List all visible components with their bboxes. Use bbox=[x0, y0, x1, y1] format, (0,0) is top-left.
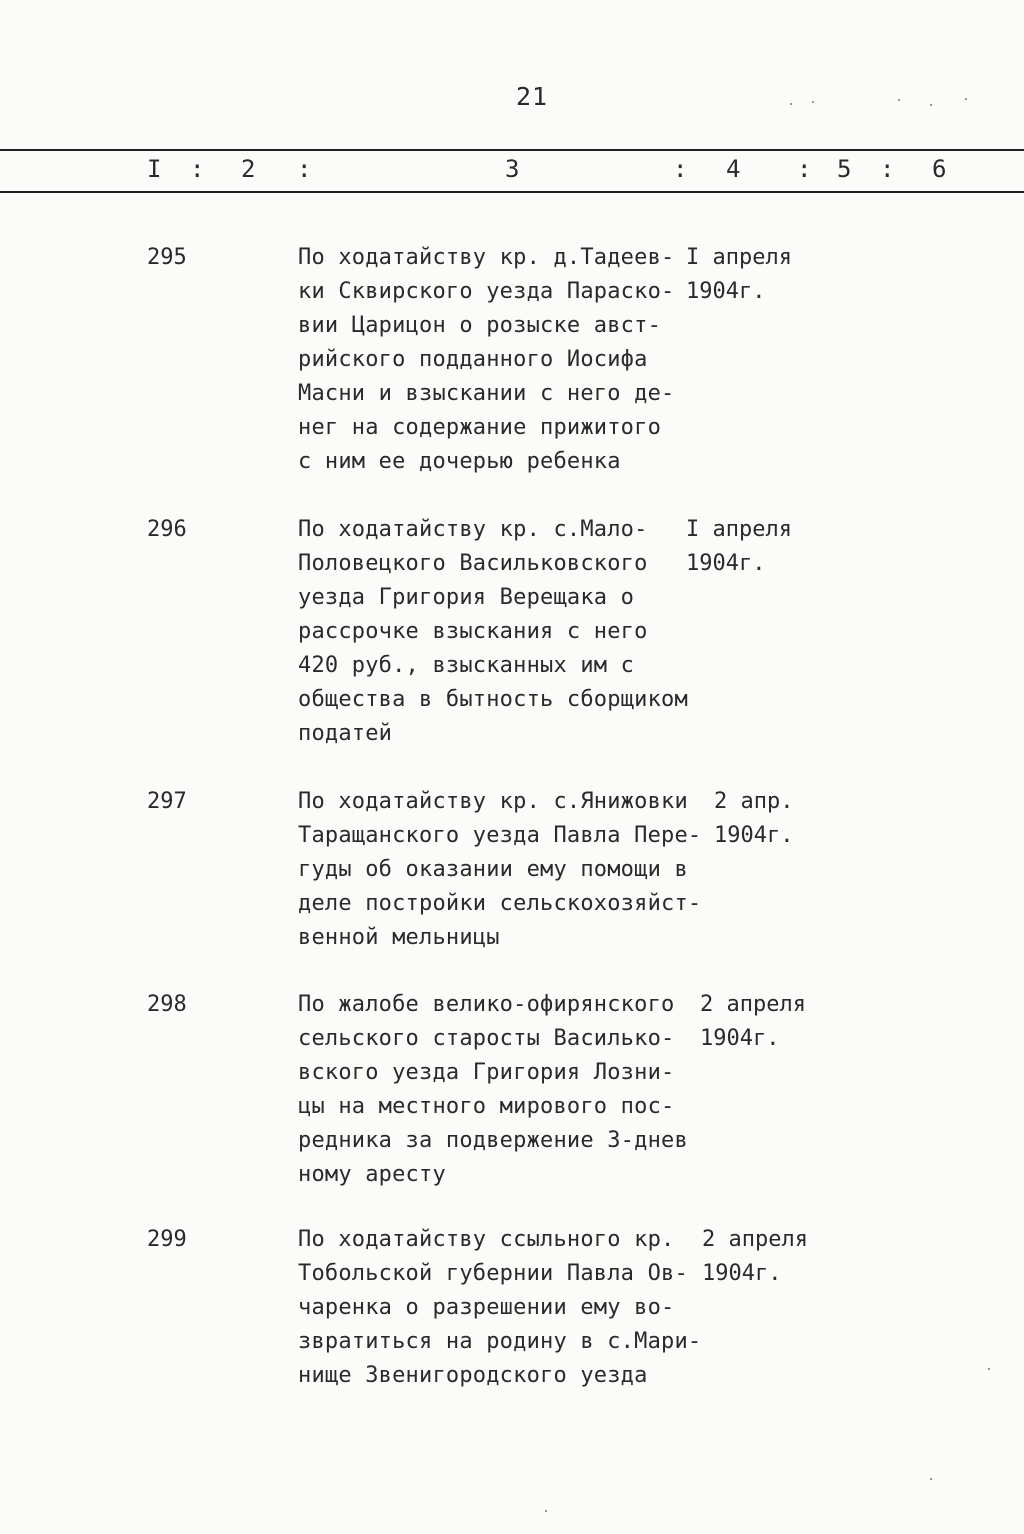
entry-text-line: звратиться на родину в с.Мари- bbox=[298, 1329, 702, 1354]
entry-text-line: ки Сквирского уезда Параско- bbox=[298, 279, 675, 304]
page-number: 21 bbox=[516, 82, 549, 111]
column-5-label: 5 bbox=[837, 155, 852, 183]
entry-text-line: По ходатайству ссыльного кр. bbox=[298, 1227, 675, 1252]
column-4-label: 4 bbox=[726, 155, 741, 183]
entry-text-line: чаренка о разрешении ему во- bbox=[298, 1295, 675, 1320]
entry-text-line: венной мельницы bbox=[298, 925, 500, 950]
entry-text-line: редника за подвержение 3-днев bbox=[298, 1128, 688, 1153]
entry-text-line: рассрочке взыскания с него bbox=[298, 619, 648, 644]
entry-text-line: Таращанского уезда Павла Пере- bbox=[298, 823, 702, 848]
entry-number: 295 bbox=[147, 245, 187, 270]
column-2-label: 2 bbox=[241, 155, 256, 183]
scan-speck bbox=[965, 98, 967, 100]
entry-date-day: I апреля bbox=[686, 517, 792, 542]
scan-speck bbox=[898, 99, 900, 101]
column-separator: : bbox=[673, 155, 688, 183]
scan-speck bbox=[545, 1510, 547, 1512]
entry-date-year: 1904г. bbox=[686, 551, 766, 576]
entry-date-year: 1904г. bbox=[700, 1026, 780, 1051]
entry-number: 296 bbox=[147, 517, 187, 542]
column-separator: : bbox=[190, 155, 205, 183]
entry-text-line: нег на содержание прижитого bbox=[298, 415, 662, 440]
header-bottom-rule bbox=[0, 191, 1024, 193]
entry-text-line: гуды об оказании ему помощи в bbox=[298, 857, 688, 882]
entry-text-line: нище Звенигородского уезда bbox=[298, 1363, 648, 1388]
entry-number: 299 bbox=[147, 1227, 187, 1252]
entry-text-line: По ходатайству кр. д.Тадеев- bbox=[298, 245, 675, 270]
column-6-label: 6 bbox=[932, 155, 947, 183]
entry-text-line: По жалобе велико-офирянского bbox=[298, 992, 675, 1017]
entry-text-line: рийского подданного Иосифа bbox=[298, 347, 648, 372]
entry-text-line: податей bbox=[298, 721, 393, 746]
scan-speck bbox=[930, 1478, 932, 1480]
scan-speck bbox=[790, 103, 792, 105]
entry-text-line: По ходатайству кр. с.Янижовки bbox=[298, 789, 688, 814]
entry-text-line: По ходатайству кр. с.Мало- bbox=[298, 517, 648, 542]
column-separator: : bbox=[297, 155, 312, 183]
column-1-label: I bbox=[147, 155, 162, 183]
entry-date-year: 1904г. bbox=[702, 1261, 782, 1286]
column-3-label: 3 bbox=[505, 155, 520, 183]
scan-speck bbox=[930, 104, 932, 106]
entry-text-line: Масни и взыскании с него де- bbox=[298, 381, 675, 406]
entry-text-line: цы на местного мирового пос- bbox=[298, 1094, 675, 1119]
header-top-rule bbox=[0, 149, 1024, 151]
entry-date-day: 2 апр. bbox=[714, 789, 794, 814]
column-separator: : bbox=[797, 155, 812, 183]
entry-text-line: Половецкого Васильковского bbox=[298, 551, 648, 576]
entry-text-line: сельского старосты Василько- bbox=[298, 1026, 675, 1051]
entry-number: 298 bbox=[147, 992, 187, 1017]
entry-text-line: деле постройки сельскохозяйст- bbox=[298, 891, 702, 916]
entry-date-day: 2 апреля bbox=[702, 1227, 808, 1252]
column-separator: : bbox=[880, 155, 895, 183]
entry-date-day: 2 апреля bbox=[700, 992, 806, 1017]
scan-speck bbox=[988, 1368, 990, 1370]
entry-text-line: Тобольской губернии Павла Ов- bbox=[298, 1261, 688, 1286]
entry-text-line: 420 руб., взысканных им с bbox=[298, 653, 635, 678]
entry-text-line: уезда Григория Верещака о bbox=[298, 585, 635, 610]
scan-speck bbox=[812, 101, 814, 103]
entry-number: 297 bbox=[147, 789, 187, 814]
entry-date-year: 1904г. bbox=[714, 823, 794, 848]
entry-text-line: вского уезда Григория Лозни- bbox=[298, 1060, 675, 1085]
entry-date-day: I апреля bbox=[686, 245, 792, 270]
entry-text-line: с ним ее дочерью ребенка bbox=[298, 449, 621, 474]
entry-date-year: 1904г. bbox=[686, 279, 766, 304]
entry-text-line: вии Царицон о розыске авст- bbox=[298, 313, 662, 338]
entry-text-line: общества в бытность сборщиком bbox=[298, 687, 688, 712]
entry-text-line: ному аресту bbox=[298, 1162, 446, 1187]
